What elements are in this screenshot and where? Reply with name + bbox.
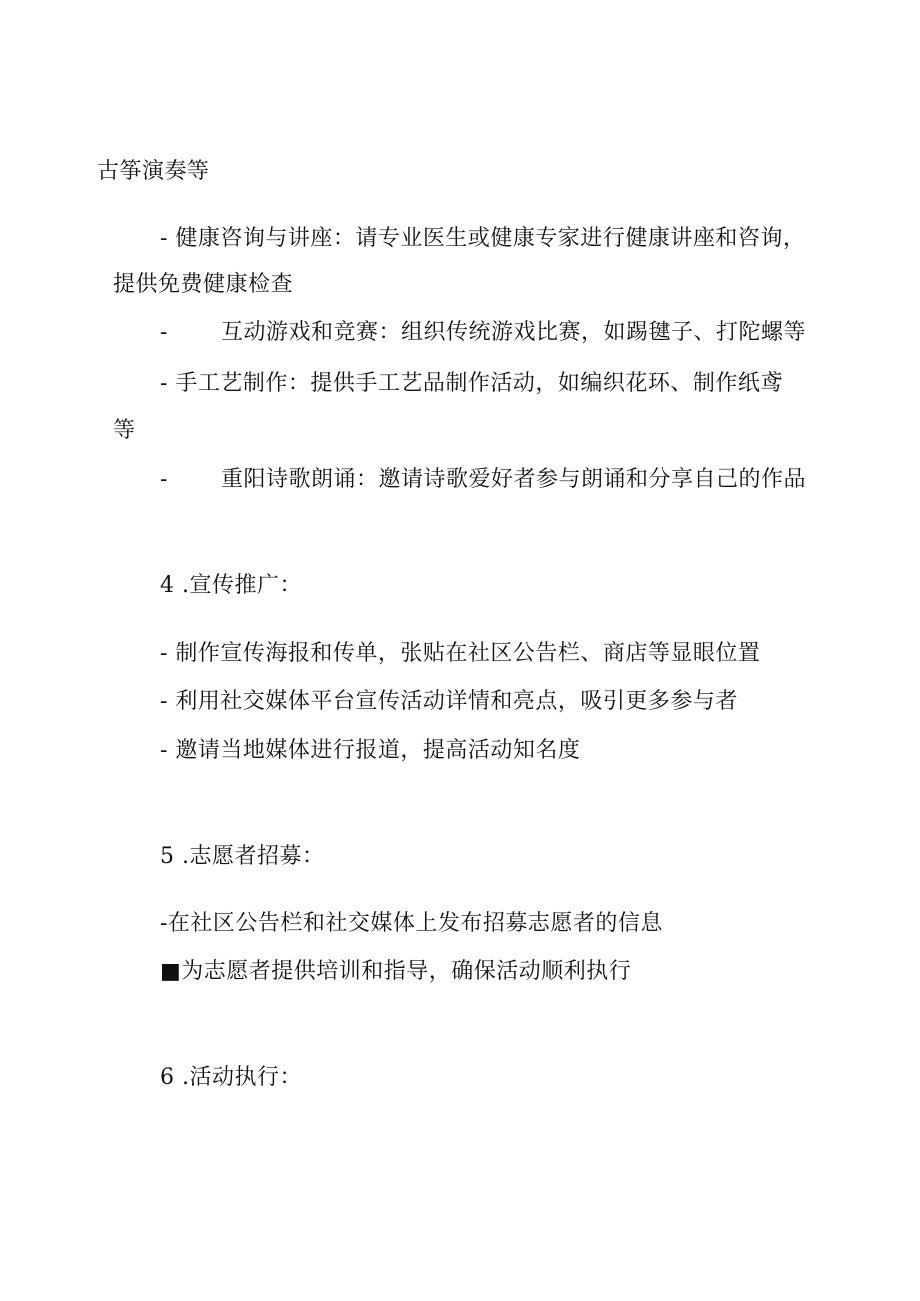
text-line: - 利用社交媒体平台宣传活动详情和亮点，吸引更多参与者: [160, 689, 738, 714]
text-line: - 制作宣传海报和传单，张贴在社区公告栏、商店等显眼位置: [160, 641, 761, 666]
text-line: 古筝演奏等: [97, 159, 210, 184]
section-heading: 6 .活动执行：: [160, 1065, 302, 1090]
text-line: 等: [113, 418, 136, 443]
list-bullet: -: [160, 320, 168, 345]
text-line: - 手工艺制作：提供手工艺品制作活动，如编织花环、制作纸鸢: [160, 371, 783, 396]
section-heading: 4 .宣传推广：: [160, 573, 302, 598]
section-heading: 5 .志愿者招募：: [160, 844, 325, 869]
text-line: - 邀请当地媒体进行报道，提高活动知名度: [160, 738, 581, 763]
text-line: 提供免费健康检查: [113, 272, 294, 297]
list-bullet: -: [160, 467, 168, 492]
text-line: ■为志愿者提供培训和指导，确保活动顺利执行: [160, 959, 632, 984]
text-line: 互动游戏和竞赛：组织传统游戏比赛，如踢毽子、打陀螺等: [221, 320, 807, 345]
text-line: 重阳诗歌朗诵：邀请诗歌爱好者参与朗诵和分享自己的作品: [221, 467, 807, 492]
text-line: - 健康咨询与讲座：请专业医生或健康专家进行健康讲座和咨询，: [160, 226, 806, 251]
text-line: -在社区公告栏和社交媒体上发布招募志愿者的信息: [160, 911, 663, 936]
